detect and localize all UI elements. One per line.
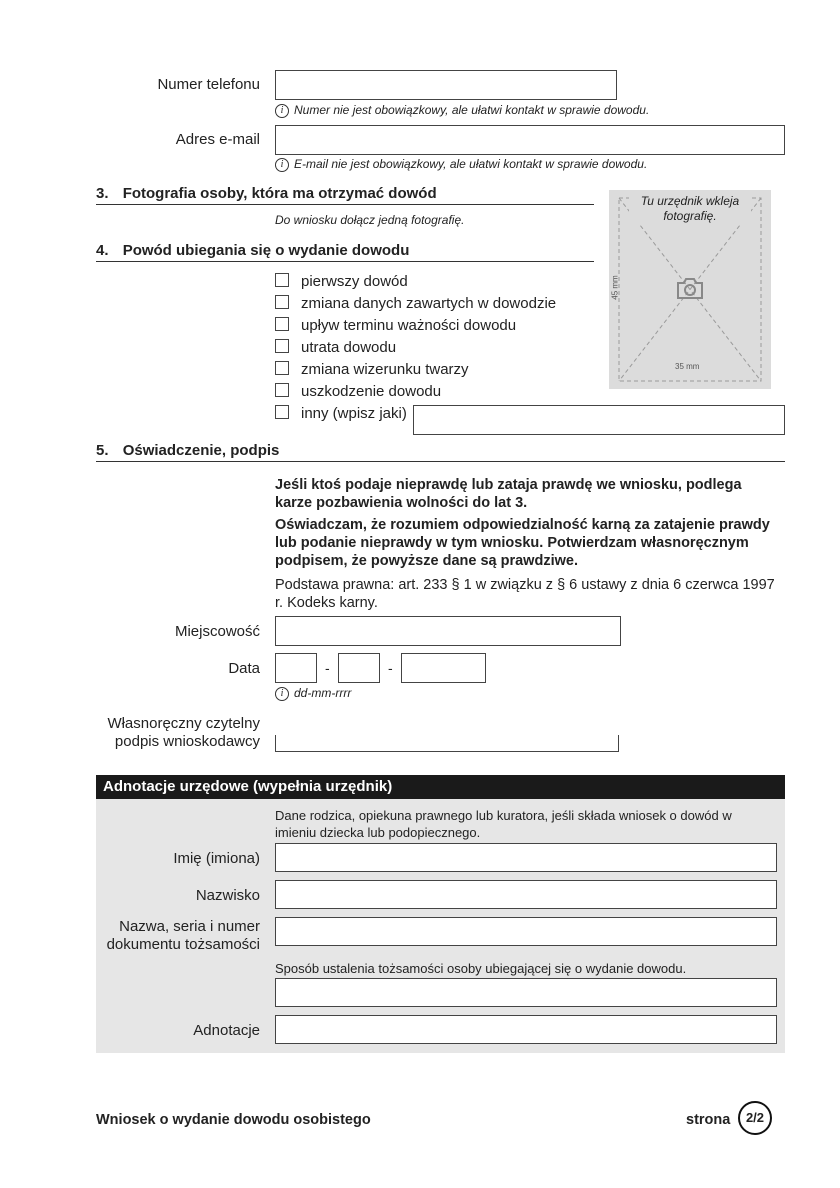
option-label: zmiana danych zawartych w dowodzie: [301, 295, 557, 312]
section5-title: Oświadczenie, podpis: [122, 442, 280, 459]
page-number-badge: 2/2: [738, 1101, 772, 1135]
signature-label: Własnoręczny czytelny podpis wnioskodawcy: [107, 715, 260, 750]
checkbox-lost[interactable]: [275, 339, 289, 353]
guardian-note: Dane rodzica, opiekuna prawnego lub kuratora, jeśli składa wniosek o dowód w imieniu dziecka lub podopiecznego.: [275, 808, 732, 840]
first-name-label: Imię (imiona): [173, 850, 260, 867]
option-label: upływ terminu ważności dowodu: [301, 317, 517, 334]
date-day-input[interactable]: [275, 653, 317, 683]
phone-label: Numer telefonu: [157, 76, 260, 93]
section4-title: Powód ubiegania się o wydanie dowodu: [122, 242, 410, 259]
identity-method-input[interactable]: [275, 978, 777, 1007]
notes-input[interactable]: [275, 1015, 777, 1044]
phone-hint: i Numer nie jest obowiązkowy, ale ułatwi kontakt w sprawie dowodu.: [275, 103, 649, 118]
surname-label: Nazwisko: [195, 887, 260, 904]
identity-doc-input[interactable]: [275, 917, 777, 946]
section3-number: 3.: [96, 185, 109, 202]
date-hint: i dd-mm-rrrr: [275, 686, 351, 701]
declaration-text: Oświadczam, że rozumiem odpowiedzialność karną za zatajenie prawdy lub podanie nieprawdy w tym wniosku. Potwierdzam własnoręcznym podpisem, że powyższe dane są prawdziwe.: [275, 517, 770, 569]
info-icon: i: [275, 104, 289, 118]
footer-title: Wniosek o wydanie dowodu osobistego: [96, 1112, 371, 1128]
place-input[interactable]: [275, 616, 621, 646]
photo-height-label: 45 mm: [610, 275, 620, 300]
phone-input[interactable]: [275, 70, 617, 100]
option-label: zmiana wizerunku twarzy: [301, 361, 469, 378]
checkbox-data-change[interactable]: [275, 295, 289, 309]
date-year-input[interactable]: [401, 653, 486, 683]
legal-basis-text: Podstawa prawna: art. 233 § 1 w związku z § 6 ustawy z dnia 6 czerwca 1997 r. Kodeks karny.: [275, 577, 775, 611]
section5-heading: [96, 442, 785, 462]
date-label: Data: [228, 660, 260, 677]
option-label: uszkodzenie dowodu: [301, 383, 442, 400]
section3-heading: [96, 185, 594, 205]
photo-box-caption: Tu urzędnik wkleja fotografię.: [629, 194, 751, 224]
section4-number: 4.: [96, 242, 109, 259]
identity-doc-label: Nazwa, seria i numer dokumentu tożsamości: [106, 918, 260, 953]
checkbox-appearance[interactable]: [275, 361, 289, 375]
footer-page-word: strona: [686, 1112, 731, 1128]
identity-method-note: Sposób ustalenia tożsamości osoby ubiegającej się o wydanie dowodu.: [275, 961, 687, 976]
admin-header: Adnotacje urzędowe (wypełnia urzędnik): [96, 775, 785, 799]
notes-label: Adnotacje: [193, 1022, 260, 1039]
info-icon: i: [275, 158, 289, 172]
date-separator: -: [325, 660, 330, 676]
option-label: pierwszy dowód: [301, 273, 408, 290]
checkbox-first-id[interactable]: [275, 273, 289, 287]
photo-width-label: 35 mm: [675, 362, 700, 371]
checkbox-other[interactable]: [275, 405, 289, 419]
other-reason-input[interactable]: [413, 405, 785, 435]
info-icon: i: [275, 687, 289, 701]
warning-text: Jeśli ktoś podaje nieprawdę lub zataja prawdę we wniosku, podlega karze pozbawienia wolności do lat 3.: [275, 477, 742, 511]
signature-field[interactable]: [275, 735, 619, 752]
date-month-input[interactable]: [338, 653, 380, 683]
option-label: utrata dowodu: [301, 339, 397, 356]
date-separator: -: [388, 660, 393, 676]
checkbox-damaged[interactable]: [275, 383, 289, 397]
checkbox-expiry[interactable]: [275, 317, 289, 331]
email-input[interactable]: [275, 125, 785, 155]
guardian-surname-input[interactable]: [275, 880, 777, 909]
section5-number: 5.: [96, 442, 109, 459]
section3-title: Fotografia osoby, która ma otrzymać dowód: [122, 185, 437, 202]
email-label: Adres e-mail: [175, 131, 260, 148]
section4-heading: [96, 242, 594, 262]
section3-hint: Do wniosku dołącz jedną fotografię.: [275, 213, 465, 227]
guardian-first-name-input[interactable]: [275, 843, 777, 872]
option-label: inny (wpisz jaki): [301, 405, 407, 422]
camera-icon: [675, 276, 705, 300]
photo-box: [609, 190, 771, 389]
email-hint: i E-mail nie jest obowiązkowy, ale ułatwi kontakt w sprawie dowodu.: [275, 157, 647, 172]
place-label: Miejscowość: [174, 623, 260, 640]
